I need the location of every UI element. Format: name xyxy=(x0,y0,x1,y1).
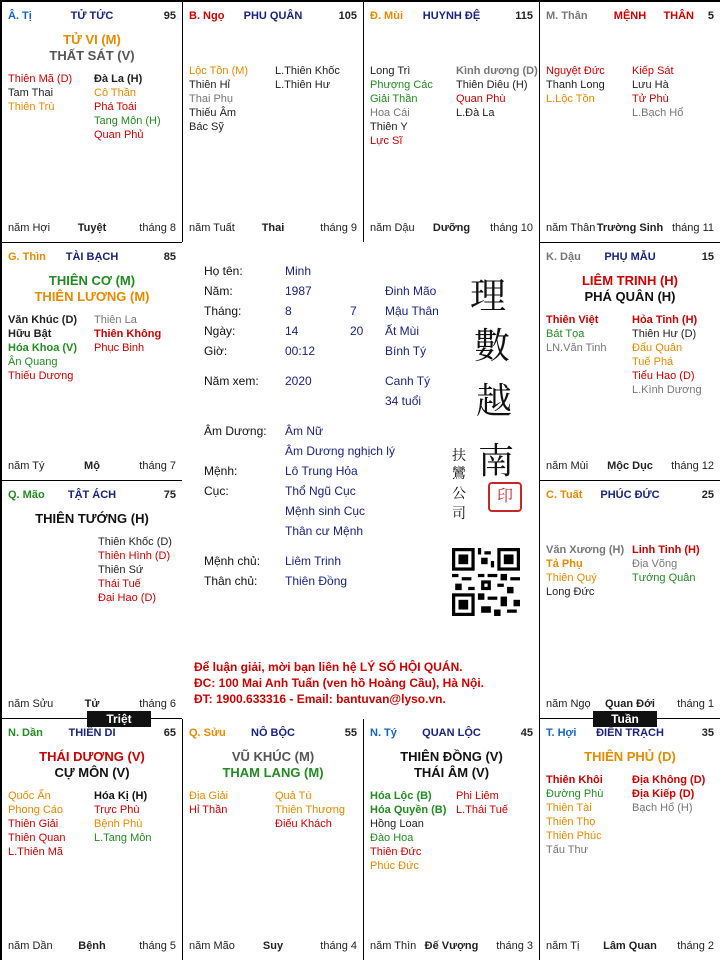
menh-label: Mệnh: xyxy=(204,464,238,478)
minor-star: Lộc Tồn (M) xyxy=(189,65,249,77)
tuoi-value: 34 tuổi xyxy=(385,394,422,408)
right-star-list xyxy=(94,313,161,355)
minor-star: L.Thiên Khốc xyxy=(275,65,340,77)
palace-age-number: 115 xyxy=(515,10,533,22)
center-info-panel xyxy=(182,242,539,719)
minor-star: L.Thiên Hư xyxy=(275,79,331,91)
palace-header xyxy=(546,10,714,26)
palace-header xyxy=(8,251,176,267)
palace-footer xyxy=(8,460,176,474)
major-star: THIÊN CƠ (M) xyxy=(48,273,136,288)
minor-star: L.Tang Môn xyxy=(94,832,152,844)
palace-branch: Q. Sửu xyxy=(189,727,226,739)
minor-star: Đà La (H) xyxy=(94,73,143,85)
palace-branch: T. Hợi xyxy=(546,727,577,739)
menh-chu-label: Mệnh chủ: xyxy=(204,554,261,568)
cuc-note: Mệnh sinh Cục xyxy=(285,504,366,518)
than-cu-note: Thân cư Mệnh xyxy=(285,524,364,538)
right-star-list xyxy=(632,773,705,815)
footer-month: tháng 4 xyxy=(320,940,357,952)
minor-star: Quốc Ấn xyxy=(8,790,51,802)
footer-stage: Dưỡng xyxy=(432,222,471,234)
palace-branch: N. Dần xyxy=(8,727,43,739)
palace-footer xyxy=(546,460,714,474)
minor-star: Thiên Thương xyxy=(275,804,346,816)
footer-month: tháng 1 xyxy=(677,698,714,710)
minor-star: Đẩu Quân xyxy=(632,342,683,354)
right-star-list xyxy=(456,64,538,120)
minor-star: Hóa Khoa (V) xyxy=(8,342,78,354)
palace-cell-dan[interactable] xyxy=(1,718,183,960)
palace-name: TẬT ÁCH xyxy=(67,489,117,501)
right-star-list xyxy=(94,789,151,845)
footer-stage: Mộc Dục xyxy=(607,460,653,472)
small-char-3: 公 xyxy=(452,486,466,502)
palace-age-number: 55 xyxy=(344,727,357,739)
major-star: THÁI ÂM (V) xyxy=(413,765,490,780)
left-star-list xyxy=(370,64,433,148)
minor-star: Tuế Phá xyxy=(632,356,674,368)
major-star: LIÊM TRINH (H) xyxy=(581,273,679,288)
minor-star: Bát Tọa xyxy=(546,328,585,340)
minor-star: Phong Cáo xyxy=(8,804,64,816)
footer-year: năm Hợi xyxy=(8,222,51,234)
palace-name: MỆNH xyxy=(613,10,647,22)
palace-age-number: 5 xyxy=(707,10,714,22)
palace-name: PHỤ MẪU xyxy=(604,251,656,263)
minor-star: Thanh Long xyxy=(546,79,605,91)
footer-year: năm Tị xyxy=(546,940,580,952)
footer-month: tháng 2 xyxy=(677,940,714,952)
minor-star: Bệnh Phù xyxy=(94,818,143,830)
minor-star: Phi Liêm xyxy=(456,790,499,802)
minor-star: Hữu Bật xyxy=(8,328,52,340)
palace-branch: N. Tý xyxy=(370,727,397,739)
minor-star: Thiên Hỉ xyxy=(189,79,230,91)
minor-star: Thiếu Dương xyxy=(8,370,74,382)
left-star-list xyxy=(546,773,603,857)
palace-header xyxy=(370,10,533,26)
palace-branch: M. Thân xyxy=(546,10,588,22)
major-star: VŨ KHÚC (M) xyxy=(231,749,315,764)
right-star-list xyxy=(632,543,700,585)
major-star: PHÁ QUÂN (H) xyxy=(584,289,676,304)
palace-header xyxy=(370,727,533,743)
footer-month: tháng 12 xyxy=(671,460,714,472)
minor-star: Địa Võng xyxy=(632,558,678,570)
palace-cell-dau[interactable] xyxy=(539,242,720,481)
minor-star: Trực Phù xyxy=(94,804,140,816)
minor-star: Thiên Sứ xyxy=(98,564,144,576)
major-star: THIÊN TƯỚNG (H) xyxy=(35,511,149,526)
minor-star: Phượng Các xyxy=(370,79,433,91)
minor-star: Phúc Đức xyxy=(370,860,419,872)
footer-year: năm Thân xyxy=(546,222,596,234)
than-chu-label: Thân chủ: xyxy=(204,574,258,588)
nam-xem-can-chi: Canh Tý xyxy=(385,374,431,388)
footer-year: năm Tý xyxy=(8,460,45,472)
footer-month: tháng 10 xyxy=(490,222,533,234)
left-star-list xyxy=(8,313,77,383)
minor-star: Quan Phủ xyxy=(94,129,144,141)
minor-star: Thiên Tài xyxy=(546,802,592,814)
palace-footer xyxy=(370,222,533,236)
footer-month: tháng 6 xyxy=(139,698,176,710)
thang-label: Tháng: xyxy=(204,304,242,318)
minor-star: Lực Sĩ xyxy=(370,135,403,147)
gio-can-chi: Bính Tý xyxy=(385,344,427,358)
palace-name: TÀI BẠCH xyxy=(65,251,119,263)
palace-footer xyxy=(8,698,176,712)
palace-cell-than[interactable] xyxy=(539,1,720,243)
footer-month: tháng 7 xyxy=(139,460,176,472)
minor-star: Thiên Phúc xyxy=(546,830,602,842)
palace-header xyxy=(8,727,176,743)
palace-header xyxy=(546,489,714,505)
minor-star: Đào Hoa xyxy=(370,832,414,844)
footer-year: năm Dậu xyxy=(370,222,415,234)
right-star-list xyxy=(275,64,340,92)
gio-value: 00:12 xyxy=(285,344,316,358)
minor-star: Linh Tinh (H) xyxy=(632,544,700,556)
cuc-value: Thổ Ngũ Cục xyxy=(285,484,356,498)
palace-age-number: 105 xyxy=(338,10,357,22)
nam-xem-value: 2020 xyxy=(285,374,312,388)
minor-star: Quả Tú xyxy=(275,790,312,802)
minor-star: Lưu Hà xyxy=(632,79,669,91)
right-star-list xyxy=(275,789,345,831)
palace-cell-mui[interactable] xyxy=(363,1,540,243)
minor-star: Đường Phù xyxy=(546,788,604,800)
minor-star: Văn Khúc (D) xyxy=(8,314,78,326)
minor-star: Tả Phụ xyxy=(546,558,583,570)
nam-label: Năm: xyxy=(204,284,233,298)
minor-star: Thiên Giải xyxy=(8,818,59,830)
calligraphy-char-3: 越 xyxy=(476,381,513,422)
minor-star: Thiên Trù xyxy=(8,101,55,113)
ngay-duong: 14 xyxy=(285,324,299,338)
minor-star: Thiên Đức xyxy=(370,846,422,858)
major-star: THAM LANG (M) xyxy=(222,765,324,780)
footer-stage: Suy xyxy=(262,940,284,952)
small-char-2: 鸞 xyxy=(452,466,466,482)
left-star-list xyxy=(546,64,605,106)
footer-month: tháng 3 xyxy=(496,940,533,952)
minor-star: L.Đà La xyxy=(456,107,495,119)
minor-star: Thiên Khôi xyxy=(546,774,603,786)
ngay-can-chi: Ất Mùi xyxy=(385,324,420,338)
palace-header xyxy=(546,251,714,267)
palace-name: QUAN LỘC xyxy=(422,727,481,739)
nam-xem-label: Năm xem: xyxy=(204,374,259,388)
major-star: TỬ VI (M) xyxy=(63,32,121,47)
major-star: THIÊN LƯƠNG (M) xyxy=(34,289,150,304)
footer-month: tháng 11 xyxy=(671,222,714,234)
footer-month: tháng 5 xyxy=(139,940,176,952)
palace-age-number: 25 xyxy=(701,489,714,501)
palace-footer xyxy=(546,698,714,712)
palace-age-number: 75 xyxy=(163,489,176,501)
tuan-badge: Tuần xyxy=(593,711,657,727)
palace-cell-ty[interactable] xyxy=(363,718,540,960)
minor-star: Thiên Việt xyxy=(546,314,599,326)
minor-star: Ân Quang xyxy=(8,356,58,368)
left-star-list xyxy=(189,789,228,817)
minor-star: Văn Xương (H) xyxy=(546,544,625,556)
minor-star: Hồng Loan xyxy=(370,818,424,830)
palace-footer xyxy=(189,940,357,954)
minor-star: Tướng Quân xyxy=(632,572,696,584)
minor-star: Bác Sỹ xyxy=(189,121,224,133)
minor-star: Tiểu Hao (D) xyxy=(632,370,695,382)
palace-age-number: 35 xyxy=(701,727,714,739)
footer-stage: Bệnh xyxy=(78,940,106,952)
minor-star: Thiếu Âm xyxy=(189,107,237,119)
minor-star: Thiên La xyxy=(94,314,137,326)
palace-cell-tuat[interactable] xyxy=(539,480,720,719)
left-star-list xyxy=(546,313,607,355)
palace-name: PHU QUÂN xyxy=(243,10,303,22)
footer-year: năm Dần xyxy=(8,940,53,952)
palace-branch: Q. Mão xyxy=(8,489,45,501)
palace-age-number: 95 xyxy=(163,10,176,22)
left-star-list xyxy=(370,789,446,873)
palace-header xyxy=(8,10,176,26)
footer-year: năm Thìn xyxy=(370,940,417,952)
minor-star: Long Đức xyxy=(546,586,595,598)
minor-star: Thiên Mã (D) xyxy=(8,73,73,85)
palace-cell-hoi[interactable] xyxy=(539,718,720,960)
palace-cell-ngo[interactable] xyxy=(182,1,364,243)
palace-branch: Đ. Mùi xyxy=(370,10,403,22)
palace-footer xyxy=(546,222,714,236)
minor-star: Kình dương (D) xyxy=(456,65,538,77)
minor-star: Thiên Hư (D) xyxy=(632,328,697,340)
thang-am: 7 xyxy=(350,304,357,318)
minor-star: Tử Phù xyxy=(632,93,669,105)
minor-star: Phục Binh xyxy=(94,342,145,354)
palace-branch: Â. Tị xyxy=(8,10,32,22)
minor-star: L.Thiên Mã xyxy=(8,846,64,858)
minor-star: Thái Tuế xyxy=(98,578,141,590)
ho-ten-label: Họ tên: xyxy=(204,264,243,278)
ngay-label: Ngày: xyxy=(204,324,236,338)
right-star-list xyxy=(94,72,161,142)
minor-star: Cô Thần xyxy=(94,87,136,99)
minor-star: Đại Hao (D) xyxy=(98,592,157,604)
calligraphy-char-2: 數 xyxy=(474,326,511,367)
minor-star: Giải Thần xyxy=(370,93,418,105)
palace-cell-mao[interactable] xyxy=(1,480,183,719)
palace-name: THIÊN DI xyxy=(68,727,116,739)
palace-header xyxy=(189,727,357,743)
major-star: THÁI DƯƠNG (V) xyxy=(39,749,145,764)
palace-name: ĐIỀN TRẠCH xyxy=(596,727,664,739)
menh-chu-value: Liêm Trinh xyxy=(285,554,342,568)
footer-stage: Lâm Quan xyxy=(603,940,657,952)
palace-name: NÔ BỘC xyxy=(251,727,295,739)
minor-star: Hỉ Thần xyxy=(189,804,228,816)
contact-phone-email[interactable]: ĐT: 1900.633316 - Email: bantuvan@lyso.vn. xyxy=(194,692,446,706)
left-star-list xyxy=(8,72,72,114)
palace-branch: C. Tuất xyxy=(546,489,583,501)
major-star: THIÊN ĐỒNG (V) xyxy=(400,749,503,764)
palace-branch: B. Ngọ xyxy=(189,10,225,22)
nam-value: 1987 xyxy=(285,284,312,298)
minor-star: Hóa Kị (H) xyxy=(94,790,148,802)
contact-line-1: Để luận giải, mời bạn liên hệ LÝ SỐ HỘI QUÁN. xyxy=(194,660,463,674)
minor-star: Điếu Khách xyxy=(275,818,332,830)
footer-month: tháng 9 xyxy=(320,222,357,234)
footer-stage: Mộ xyxy=(84,460,100,472)
palace-footer xyxy=(189,222,357,236)
minor-star: Thiên Diêu (H) xyxy=(456,79,528,91)
palace-header xyxy=(546,727,714,743)
palace-name: PHÚC ĐỨC xyxy=(600,489,660,501)
minor-star: Hóa Quyền (B) xyxy=(370,804,447,816)
small-char-1: 扶 xyxy=(452,448,466,464)
minor-star: Thiên Quan xyxy=(8,832,66,844)
minor-star: Hóa Lộc (B) xyxy=(370,790,432,802)
palace-header xyxy=(8,489,176,505)
qr-code-icon[interactable] xyxy=(452,548,520,616)
footer-stage: Tử xyxy=(84,698,100,710)
minor-star: LN.Văn Tinh xyxy=(546,342,607,354)
palace-cell-thin[interactable] xyxy=(1,242,183,481)
footer-stage: Trường Sinh xyxy=(596,222,664,234)
palace-branch: G. Thìn xyxy=(8,251,46,263)
left-star-list xyxy=(8,789,65,859)
footer-month: tháng 8 xyxy=(139,222,176,234)
palace-footer xyxy=(370,940,533,954)
minor-star: Tang Môn (H) xyxy=(94,115,161,127)
palace-cell-ti[interactable] xyxy=(1,1,183,243)
am-duong-value: Âm Nữ xyxy=(285,424,324,438)
minor-star: Nguyệt Đức xyxy=(546,65,605,77)
right-star-list xyxy=(632,313,702,397)
palace-cell-suu[interactable] xyxy=(182,718,364,960)
footer-stage: Thai xyxy=(261,222,285,234)
palace-age-number: 45 xyxy=(520,727,533,739)
palace-footer xyxy=(8,940,176,954)
minor-star: Thiên Y xyxy=(370,121,408,133)
red-seal-stamp: 印 xyxy=(488,482,522,512)
left-star-list xyxy=(189,64,248,134)
calligraphy-char-1: 理 xyxy=(470,276,507,317)
minor-star: Địa Giải xyxy=(189,790,229,802)
than-marker: THÂN xyxy=(663,10,694,22)
minor-star: L.Thái Tuế xyxy=(456,804,508,816)
palace-branch: K. Dậu xyxy=(546,251,581,263)
footer-stage: Quan Đới xyxy=(605,698,655,710)
than-chu-value: Thiên Đồng xyxy=(285,574,348,588)
ngay-am: 20 xyxy=(350,324,364,338)
right-star-list xyxy=(98,535,172,605)
gio-label: Giờ: xyxy=(204,344,228,358)
contact-address: ĐC: 100 Mai Anh Tuấn (ven hồ Hoàng Cầu), Hà Nội. xyxy=(194,676,485,690)
major-star: CỰ MÔN (V) xyxy=(54,765,130,780)
palace-footer xyxy=(546,940,714,954)
minor-star: Địa Kiếp (D) xyxy=(632,788,695,800)
palace-age-number: 15 xyxy=(701,251,714,263)
minor-star: L.Bạch Hổ xyxy=(632,107,684,119)
palace-name: HUYNH ĐỆ xyxy=(422,10,481,22)
minor-star: Tam Thai xyxy=(8,87,54,99)
calligraphy-char-4: 南 xyxy=(478,441,515,482)
palace-name: TỬ TỨC xyxy=(70,10,114,22)
minor-star: Bạch Hổ (H) xyxy=(632,802,693,814)
minor-star: Thiên Không xyxy=(94,328,162,340)
nam-can-chi: Đinh Mão xyxy=(385,284,437,298)
minor-star: Thai Phụ xyxy=(189,93,234,105)
minor-star: Thiên Khốc (D) xyxy=(98,536,172,548)
cuc-label: Cục: xyxy=(204,484,229,498)
minor-star: Thiên Hình (D) xyxy=(98,550,171,562)
minor-star: Hỏa Tinh (H) xyxy=(632,314,698,326)
am-duong-note: Âm Dương nghịch lý xyxy=(285,444,395,458)
minor-star: L.Kình Dương xyxy=(632,384,702,396)
palace-age-number: 85 xyxy=(163,251,176,263)
ho-ten-value: Minh xyxy=(285,264,312,278)
menh-value: Lô Trung Hỏa xyxy=(285,464,358,478)
minor-star: Tấu Thư xyxy=(546,844,589,856)
thang-duong: 8 xyxy=(285,304,292,318)
minor-star: Hoa Cái xyxy=(370,107,410,119)
palace-age-number: 65 xyxy=(163,727,176,739)
minor-star: Long Trì xyxy=(370,65,411,77)
footer-year: năm Mão xyxy=(189,940,235,952)
minor-star: Thiên Thọ xyxy=(546,816,596,828)
minor-star: Kiếp Sát xyxy=(632,65,674,77)
right-star-list xyxy=(456,789,508,817)
footer-year: năm Sửu xyxy=(8,698,54,710)
minor-star: L.Lộc Tồn xyxy=(546,93,595,105)
thang-can-chi: Mậu Thân xyxy=(385,304,439,318)
footer-year: năm Mùi xyxy=(546,460,589,472)
left-star-list xyxy=(546,543,624,599)
footer-year: năm Ngọ xyxy=(546,698,591,710)
palace-header xyxy=(189,10,357,26)
footer-year: năm Tuất xyxy=(189,222,235,234)
major-star: THẤT SÁT (V) xyxy=(49,48,135,63)
minor-star: Quan Phù xyxy=(456,93,506,105)
minor-star: Địa Không (D) xyxy=(632,774,706,786)
footer-stage: Tuyệt xyxy=(77,222,107,234)
small-char-4: 司 xyxy=(452,506,466,522)
major-star: THIÊN PHỦ (D) xyxy=(584,749,676,764)
minor-star: Phá Toái xyxy=(94,101,137,113)
footer-stage: Đế Vượng xyxy=(424,940,479,952)
am-duong-label: Âm Dương: xyxy=(204,424,267,438)
right-star-list xyxy=(632,64,683,120)
palace-footer xyxy=(8,222,176,236)
triet-badge: Triệt xyxy=(87,711,151,727)
minor-star: Thiên Quý xyxy=(546,572,597,584)
